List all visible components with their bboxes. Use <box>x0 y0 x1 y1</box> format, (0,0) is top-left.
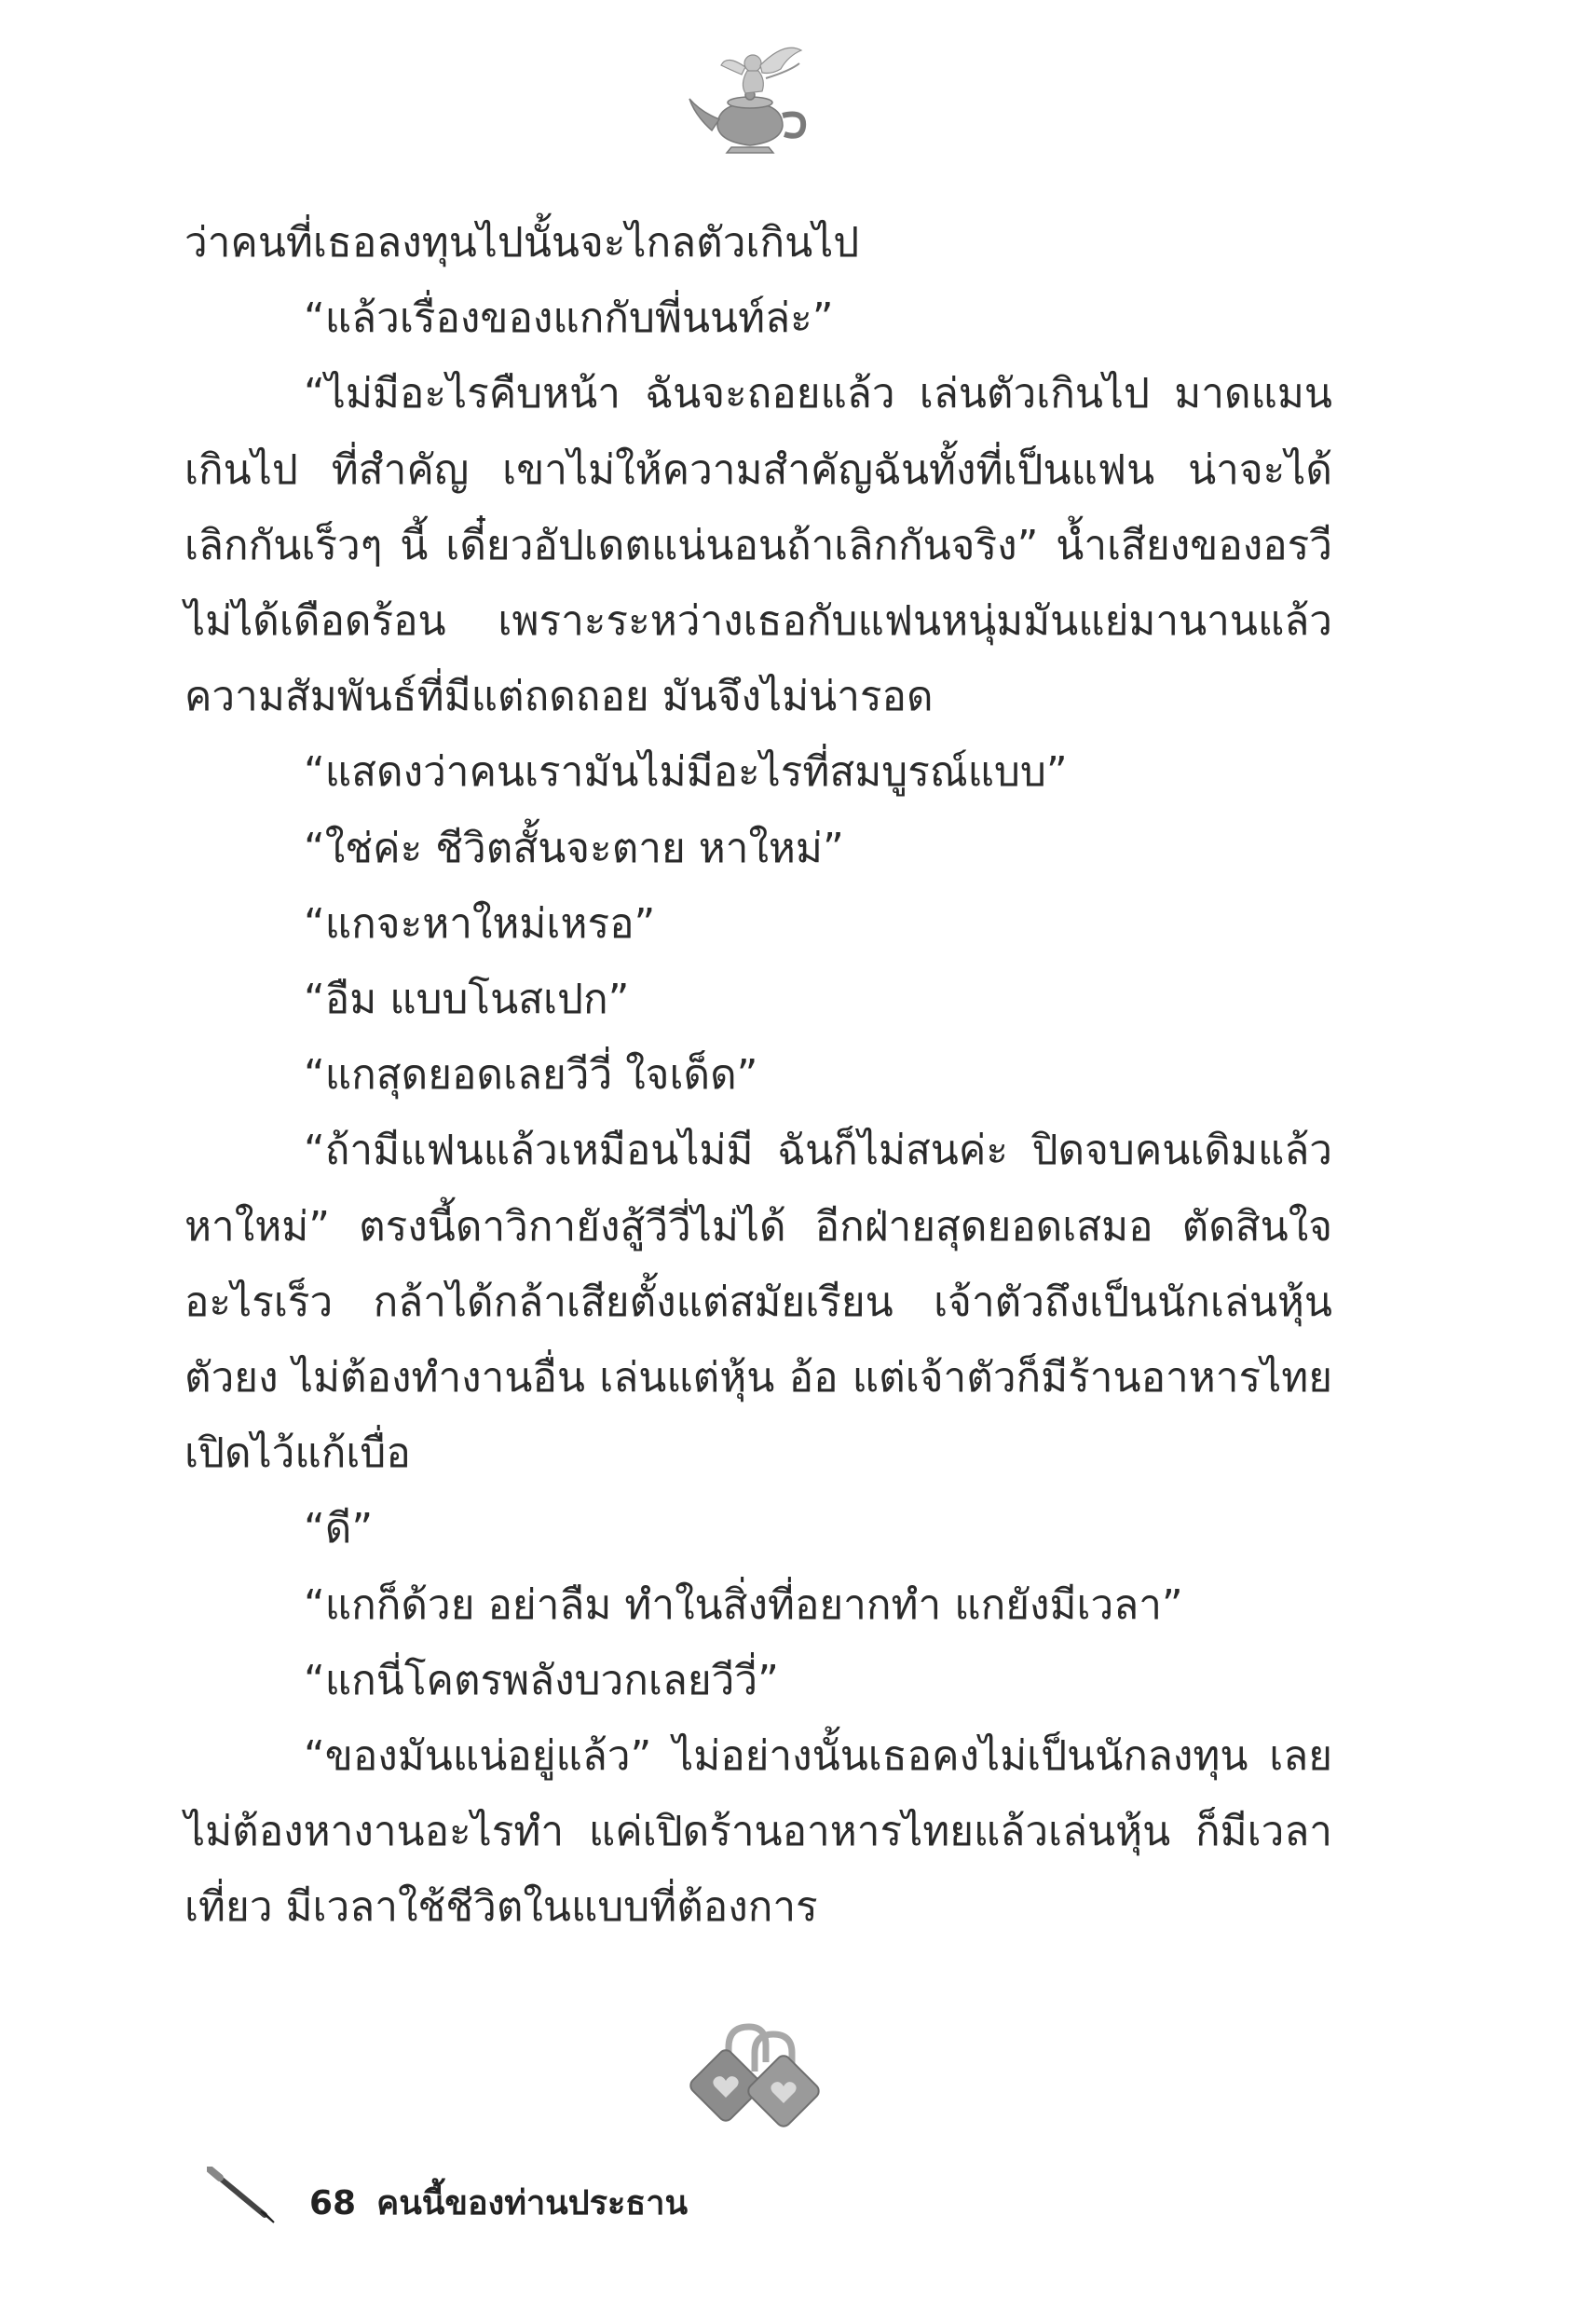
paragraph: “อืม แบบโนสเปก” <box>304 976 630 1024</box>
paragraph: “แกสุดยอดเลยวีวี่ ใจเด็ด” <box>304 1051 758 1100</box>
paragraph: “แกจะหาใหม่เหรอ” <box>304 899 656 948</box>
paragraph: “แสดงว่าคนเรามันไม่มีอะไรที่สมบูรณ์แบบ” <box>304 748 1068 797</box>
page-footer <box>207 2167 1045 2232</box>
paragraph: “แกก็ด้วย อย่าลืม ทำในสิ่งที่อยากทำ แกยังมีเวลา” <box>304 1580 1183 1629</box>
pen-icon <box>207 2167 281 2224</box>
cupid-teapot-icon <box>680 37 820 158</box>
paragraph: “ของมันแน่อยู่แล้ว” ไม่อย่างนั้นเธอคงไม่เป็นนักลงทุน เลยไม่ต้องหางานอะไรทำ แค่เปิดร้านอาหารไทยแล้วเล่นหุ้น ก็มีเวลาเที่ยว มีเวลาใช้ชีวิตในแบบที่ต้องการ <box>184 1732 1332 1932</box>
paragraph: “ใช่ค่ะ ชีวิตสั้นจะตาย หาใหม่” <box>304 824 844 872</box>
story-text <box>184 205 1332 1946</box>
book-title: คนนี้ของท่านประธาน <box>376 2184 689 2222</box>
page-number: 68 <box>309 2184 357 2222</box>
paragraph: “ถ้ามีแฟนแล้วเหมือนไม่มี ฉันก็ไม่สนค่ะ ปิดจบคนเดิมแล้วหาใหม่” ตรงนี้ดาวิกายังสู้วีวี่ไม่ได้ อีกฝ่ายสุดยอดเสมอ ตัดสินใจอะไรเร็ว กล้าได้กล้าเสียตั้งแต่สมัยเรียน เจ้าตัวถึงเป็นนักเล่นหุ้นตัวยง ไม่ต้องทำงานอื่น เล่นแต่หุ้น อ้อ แต่เจ้าตัวก็มีร้านอาหารไทย เปิดไว้แก้เบื่อ <box>184 1127 1332 1478</box>
heart-padlocks-icon <box>680 2017 829 2134</box>
paragraph: “แกนี่โคตรพลังบวกเลยวีวี่” <box>304 1656 779 1704</box>
footer-text <box>309 2176 688 2229</box>
paragraph: “ดี” <box>304 1505 374 1553</box>
paragraph: “แล้วเรื่องของแกกับพี่นนท์ล่ะ” <box>304 294 834 343</box>
paragraph: “ไม่มีอะไรคืบหน้า ฉันจะถอยแล้ว เล่นตัวเกินไป มาดแมนเกินไป ที่สำคัญ เขาไม่ให้ความสำคัญฉันทั้งที่เป็นแฟน น่าจะได้เลิกกันเร็วๆ นี้ เดี๋ยวอัปเดตแน่นอนถ้าเลิกกันจริง” น้ำเสียงของอรวีไม่ได้เดือดร้อน เพราะระหว่างเธอกับแฟนหนุ่มมันแย่มานานแล้ว ความสัมพันธ์ที่มีแต่ถดถอย มันจึงไม่น่ารอด <box>184 370 1332 721</box>
paragraph: ว่าคนที่เธอลงทุนไปนั้นจะไกลตัวเกินไป <box>184 219 860 267</box>
